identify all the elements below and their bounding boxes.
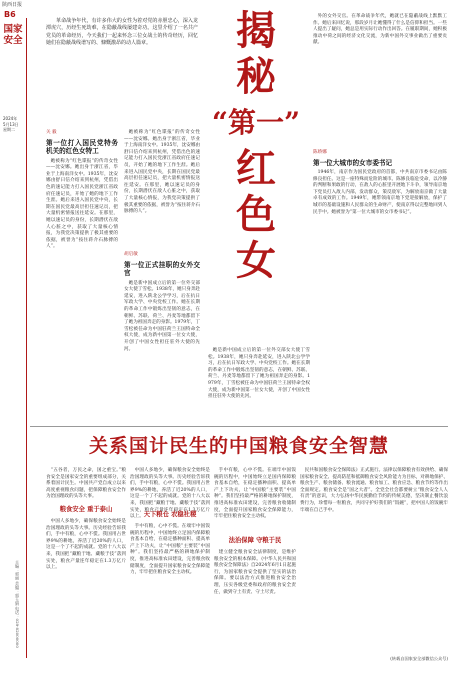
title-char: 红: [236, 145, 276, 192]
title-char: 色: [236, 191, 276, 238]
issue-date: [3, 116, 25, 133]
intro-paragraph: 革命战争年代，有许多伟大的女性为着对党的赤胆忠心，深入龙潭虎穴，历经生死劫难，在隐蔽战线屡建奇功。这里介绍了一名共产党员的革命经历，今天我们一起来怀念三位女战士的传奇经历，回忆她们在隐蔽战线谱写的、慷慨激昂的动人篇章。: [46, 18, 198, 46]
title-char: 秘: [236, 53, 276, 100]
masthead-strip: [0, 0, 28, 676]
section-3-body: 外的女外交官。在革命战争年代，她就已在隐蔽战线上默默工作。她后来回忆说，那段岁月让她懂得了什么是信仰和担当。一些人提出了疑问，她总是用实际行动作出回答。在履职期间，她积极推动中荷之间的经济文化交流，为新中国外交事业做出了重要贡献。: [313, 14, 447, 46]
article-column-1: [46, 468, 126, 674]
section-1-continued: 她被称为“红色谍报”的传奇女性——沈安娜。她出身于浙江省，毕业于上海南洋女中。1935年，沈安娜由舒曰信介绍来到杭州，凭借出色的速记能力打入国民党浙江省政府任速记员，开始了她的地下工作生涯。她后来进入国民党中央，长期在国民党最高层担任速记员，把大量机密情报送往延安。在那里，她以速记员的身份，长期潜伏在敌人心脏之中，获取了大量核心情报，为我党决策提供了极其重要的依据，被誉为“按住蒋介石脉搏的人”。: [124, 130, 201, 215]
section-1-body: 她被称为“红色谍报”的传奇女性——沈安娜。她出身于浙江省，毕业于上海南洋女中。1935年，沈安娜由舒曰信介绍来到杭州，凭借出色的速记能力打入国民党浙江省政府任速记员，开始了她的地下工作生涯。她后来进入国民党中央，长期在国民党最高层担任速记员，把大量机密情报送往延安。在那里，她以速记员的身份，长期潜伏在敌人心脏之中，获取了大量核心情报，为我党决策提供了极其重要的依据，被誉为“按住蒋介石脉搏的人”。: [46, 158, 118, 250]
section-4: [313, 150, 447, 420]
article-subheading-2: 天下粮仓 农稳社稷: [143, 511, 197, 518]
article-column-2: [130, 468, 210, 674]
article-subheading-1: 粮食安全 重于泰山: [59, 505, 113, 513]
article-body-4: 民共和国粮食安全保障法》正式施行。法律以保障粮食有效供给、确保国家粮食安全、提高防范和抵御粮食安全风险能力为目标，对耕地保护、粮食生产、粮食储备、粮食流通、粮食加工、粮食应急、粮食节约等作出全面规定。粮食安全是“国之大者”。全党全社会都要树立“粮食安全人人有责”的意识，大力弘扬中华民族勤俭节约的传统美德，坚决制止餐饮浪费行为，珍惜每一粒粮食，共同守护好我们的“饭碗”，把中国人的饭碗牢牢端在自己手中。: [300, 468, 448, 513]
section-4-heading: 第一位大城市的女市委书记: [313, 158, 393, 167]
article-body-3: 建立健全粮食安全法律制度，是维护粮食安全的根本保障。《中华人民共和国粮食安全保障法》自2024年6月1日起施行，为国家粮食安全提供了坚实的法治保障。要以法治方式推进粮食安全治理，压实各级党委和政府的粮食安全责任，做到守土有责、守土尽责。: [214, 550, 296, 595]
section-2-body-continued: 她是新中国成立后的第一位外交部女大使丁雪松。1938年，她只身奔赴延安，进入陕北公学学习，后在抗日军政大学、中央党校工作。她在长期的革命工作中锻炼出坚韧的意志，在朝鲜、苏联、荷兰、丹麦等地都留下了她为祖国奔走的身影。1979年，丁雪松被任命为中国驻荷兰王国特命全权大使，成为新中国第一位女大使，开创了中国女性担任驻外大使的先河。: [208, 348, 310, 400]
section-title: [3, 24, 23, 46]
author-2: 胡启敏: [124, 252, 138, 257]
article-body-1-continued: 中国人多地少，确保粮食安全始终是治国理政的头等大事。历史经验告诉我们，手中有粮，心中不慌。我国用占世界9%的耕地，养活了近20%的人口，这是一个了不起的成就。党的十八大以来，我国把“藏粮于地、藏粮于技”落到实处，粮食产量连年稳定在1.3万亿斤以上。: [130, 468, 210, 520]
section-3: [313, 14, 447, 144]
author-1: 关 毅: [46, 130, 57, 135]
article-title: 关系国计民生的中国粮食安全智慧: [88, 435, 389, 457]
article-body-2-continued: 手中有粮，心中不慌。在端牢中国饭碗的历程中，中国始终立足国内保障粮食基本自给，在稳定播种面积、提高单产上下功夫，让“中国粮”主要装“中国种”。我们坚持最严格的耕地保护制度，推进高标准农田建设，完善粮食收储制度，全面提升国家粮食安全保障能力，牢牢把住粮食安全主动权。: [214, 468, 296, 520]
section-1: [46, 130, 118, 420]
title-char: “第一”: [211, 106, 301, 139]
section-1-heading: 第一位打入国民党特务机关的红色女特工: [46, 138, 118, 156]
section-title-line: 国家: [3, 24, 23, 35]
feature-title-area: [205, 0, 310, 350]
section-4-body: 1946年，南京作为国民党政府的首都，中共南京市委书记由陈修良担任。这是一座特殊而危险的城市。陈修良临危受命，以冷静的判断和果敢的行动，在敌人的心脏里开展地下斗争，领导南京地下党员打入敌人内部，发动群众，策反敌军，为解放南京做了大量卓有成效的工作。1949年，她带领南京地下党迎接解放，保护了城市的基础设施和人民群众的生命财产，使南京得以完整地回到人民手中。她被誉为“第一位大城市的女市委书记”。: [313, 170, 447, 215]
page-number: B6: [4, 10, 16, 19]
feature-intro: [46, 18, 198, 116]
article-lead: “五谷者，万民之命，国之重宝。”粮食安全是国家安全的重要组成部分，关系着国计民生。中国共产党自成立以来高度重视粮食问题，把保障粮食安全作为治国理政的头等大事。: [46, 468, 126, 500]
article-credit: (转载自国家安全部微信公众号): [390, 656, 448, 661]
article-column-3: [214, 468, 296, 674]
section-2: [124, 130, 200, 420]
divider: [26, 18, 27, 658]
section-2-continued: [208, 348, 310, 420]
date-weekday: 星期二: [3, 127, 15, 132]
section-2-heading: 第一位正式挂职的女外交官: [124, 260, 200, 278]
editor-contact: 主编：郭丽 美编：郭玉娟 电话：029-82000000: [15, 560, 20, 648]
newspaper-name: 陕西日报: [2, 2, 23, 8]
divider: [30, 426, 448, 427]
date-day: 5月13日: [3, 121, 19, 127]
section-title-line: 安全: [3, 35, 23, 46]
article-column-4: [300, 468, 448, 674]
author-4: 陈娇娜: [313, 150, 327, 155]
feature-title: [211, 8, 301, 284]
date-year: 2024年: [3, 116, 18, 121]
title-char: 揭: [236, 7, 276, 54]
article-body-2: 手中有粮，心中不慌。在端牢中国饭碗的历程中，中国始终立足国内保障粮食基本自给，在稳定播种面积、提高单产上下功夫，让“中国粮”主要装“中国种”。我们坚持最严格的耕地保护制度，推进高标准农田建设，完善粮食收储制度，全面提升国家粮食安全保障能力，牢牢把住粮食安全主动权。: [130, 524, 210, 576]
article-subheading-3: 法治保障 守粮于民: [228, 537, 282, 544]
section-2-body: 她是新中国成立后的第一位外交部女大使丁雪松。1938年，她只身奔赴延安，进入陕北公学学习，后在抗日军政大学、中央党校工作。她在长期的革命工作中锻炼出坚韧的意志，在朝鲜、苏联、荷兰、丹麦等地都留下了她为祖国奔走的身影。1979年，丁雪松被任命为中国驻荷兰王国特命全权大使，成为新中国第一位女大使，开创了中国女性担任驻外大使的先河。: [124, 280, 201, 352]
article-body-1: 中国人多地少，确保粮食安全始终是治国理政的头等大事。历史经验告诉我们，手中有粮，心中不慌。我国用占世界9%的耕地，养活了近20%的人口，这是一个了不起的成就。党的十八大以来，我国把“藏粮于地、藏粮于技”落到实处，粮食产量连年稳定在1.3万亿斤以上。: [46, 518, 126, 571]
title-char: 女: [236, 237, 276, 284]
